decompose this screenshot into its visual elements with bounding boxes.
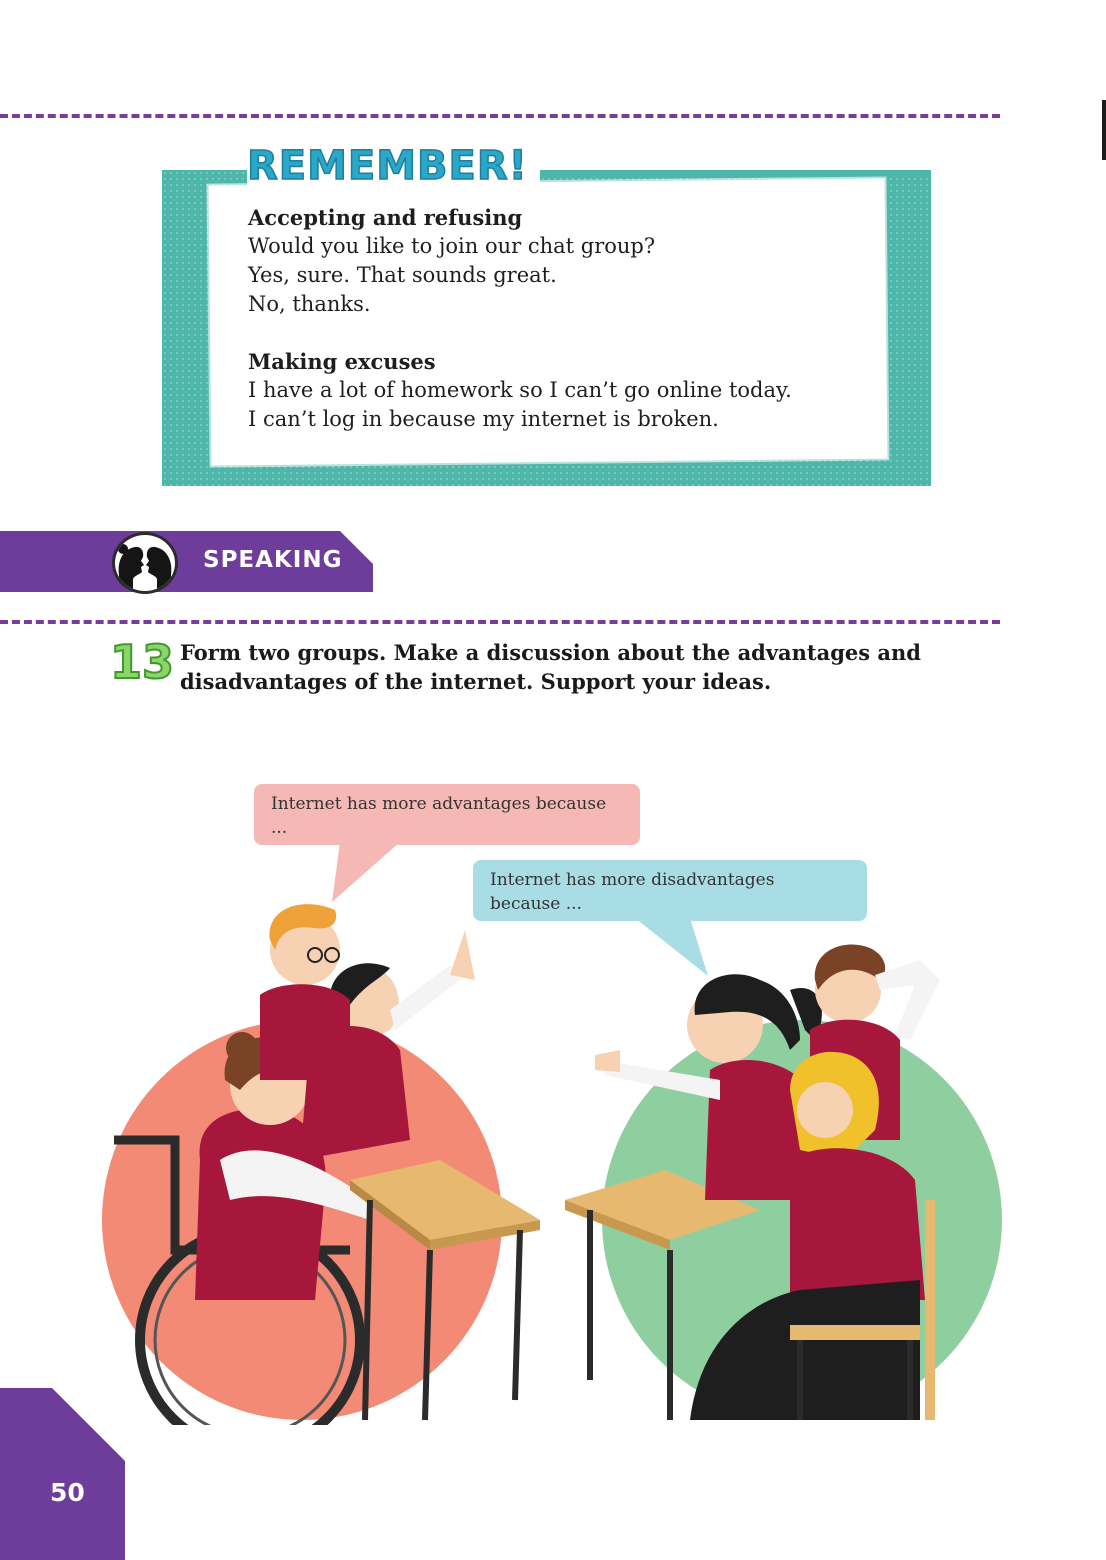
speaking-label: SPEAKING xyxy=(203,547,343,573)
right-bubble-tail xyxy=(635,918,708,976)
speech-bubble-advantages: Internet has more advantages because ... xyxy=(254,784,640,845)
left-bubble-tail xyxy=(332,842,400,902)
remember-content xyxy=(248,203,888,434)
task-instruction: Form two groups. Make a discussion about the advantages and disadvantages of the internet. Support your ideas. xyxy=(180,640,921,694)
divider-top xyxy=(0,114,1000,118)
remember-heading-accepting: Accepting and refusing xyxy=(248,205,523,230)
remember-title-line xyxy=(500,172,930,175)
remember-title: REMEMBER! xyxy=(247,143,540,189)
remember-line: No, thanks. xyxy=(248,292,371,316)
task-number: 13 xyxy=(110,635,175,689)
remember-line: Would you like to join our chat group? xyxy=(248,234,656,258)
divider-speaking xyxy=(0,620,1000,624)
two-heads-silhouette-icon xyxy=(112,532,178,594)
page-number: 50 xyxy=(50,1478,85,1507)
remember-line: Yes, sure. That sounds great. xyxy=(248,263,557,287)
speech-bubble-disadvantages: Internet has more disadvantages because ... xyxy=(473,860,867,921)
remember-line: I can’t log in because my internet is broken. xyxy=(248,407,719,431)
page-edge-tab xyxy=(1102,100,1106,160)
remember-line: I have a lot of homework so I can’t go online today. xyxy=(248,378,792,402)
remember-heading-excuses: Making excuses xyxy=(248,349,436,374)
